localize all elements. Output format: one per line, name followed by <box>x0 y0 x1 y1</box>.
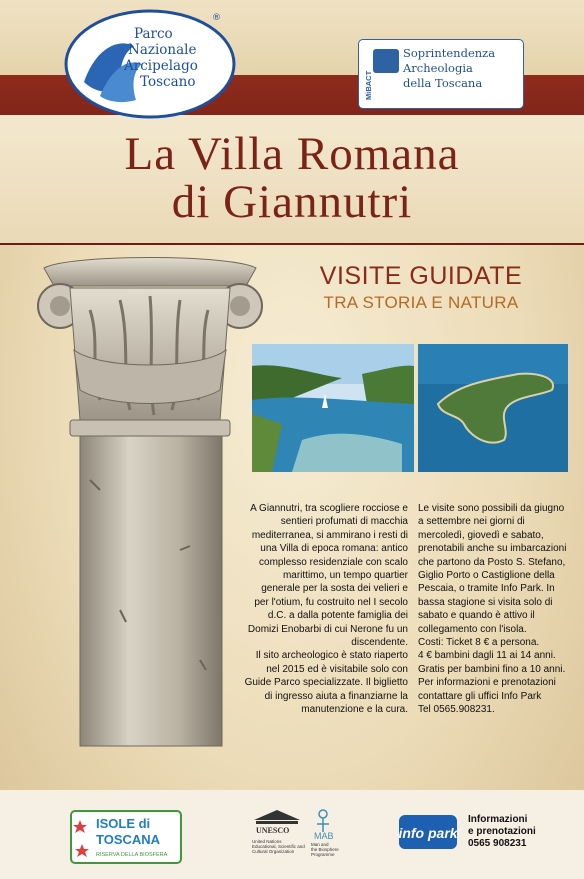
unesco-logo <box>252 808 302 868</box>
headline-block <box>258 262 584 313</box>
soprintendenza-text: Soprintendenza Archeologia della Toscana <box>403 46 496 90</box>
isole-line-1: ISOLE di <box>96 816 151 831</box>
parco-logo <box>64 8 236 120</box>
title-line-2: di Giannutri <box>171 176 413 228</box>
unesco-word: UNESCO <box>256 826 290 835</box>
bay-photo <box>252 344 414 472</box>
mab-word: MAB <box>314 831 334 841</box>
registered-mark: ® <box>212 13 221 23</box>
mab-caption: Man and the Biosphere Programme <box>311 842 339 857</box>
soprintendenza-logo <box>358 39 524 109</box>
mibact-mark <box>365 48 373 102</box>
description-left: A Giannutri, tra scogliere rocciose e sentieri profumati di macchia mediterranea, si ammirano i resti di una Villa di epoca romana: antico complesso residenziale con scalo marittimo, un tempo quartier generale per la sosta dei velieri e per l'otium, fu costruito nel I secolo d.C. a dalla potente famiglia dei Domizi Enobarbi di cui Nerone fu un discendente. Il sito archeologico è stato riaperto nel 2015 ed è visitabile solo con Guide Parco specializzate. Il biglietto di ingresso aiuta a finanziarne la manutenzione e la cura. <box>244 503 408 716</box>
parco-line-4: Toscano <box>140 74 196 90</box>
unesco-caption: United Nations Educational, Scientific and Cultural Organization <box>252 839 305 854</box>
island-aerial-photo <box>418 344 568 472</box>
parco-line-2: Nazionale <box>128 42 197 58</box>
title-line-1: La Villa Romana <box>124 128 460 180</box>
mab-logo <box>311 806 351 840</box>
svg-text:MiBACT: MiBACT <box>364 70 373 100</box>
info-park-logo-text: info park <box>398 825 458 841</box>
soprintendenza-emblem-icon <box>373 49 399 73</box>
headline-main: VISITE GUIDATE <box>319 262 523 290</box>
headline-sub: TRA STORIA E NATURA <box>323 293 519 312</box>
isole-di-toscana-logo <box>70 810 182 864</box>
parco-line-1: Parco <box>134 26 173 42</box>
info-contact: Informazioni e prenotazioni 0565 908231 <box>468 814 536 849</box>
isole-line-3: RISERVA DELLA BIOSFERA <box>96 852 168 858</box>
isole-line-2: TOSCANA <box>96 832 161 847</box>
parco-line-3: Arcipelago <box>124 58 198 74</box>
info-park-logo <box>398 814 458 850</box>
description-right: Le visite sono possibili da giugno a settembre nei giorni di mercoledì, giovedì e sabato, prenotabili anche su imbarcazioni che partono da Posto S. Stefano, Giglio Porto o Castiglione della Pescaia, o tramite Info Park. In bassa stagione si visita solo di sabato e quando è attivo il collegamento con l'isola. Costi: Ticket 8 € a persona. 4 € bambini dagli 11 ai 14 anni. Gratis per bambini fino a 10 anni. Per informazioni e prenotazioni contattare gli uffici Info Park Tel 0565.908231. <box>418 503 567 716</box>
